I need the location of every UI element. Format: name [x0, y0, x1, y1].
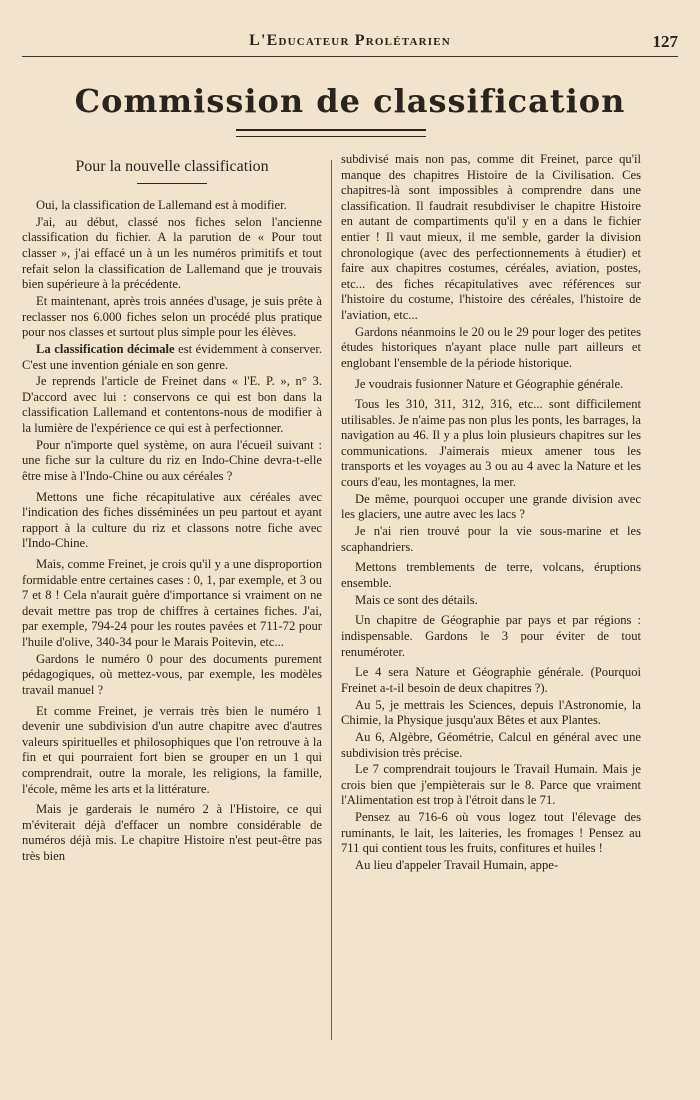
article-title: Commission de classification	[74, 82, 626, 120]
column-divider	[331, 160, 332, 1040]
journal-title: L'Educateur Prolétarien	[249, 32, 451, 49]
paragraph: Oui, la classification de Lallemand est à modifier.	[36, 198, 287, 212]
paragraph: Mettons une fiche récapitulative aux céréales avec l'indication des fiches disséminées un peu partout et ayant rapport à la culture du riz et classons notre fiche avec l'Indo-Chine.	[22, 489, 322, 551]
paragraph: Mais ce sont des détails.	[355, 592, 478, 607]
paragraph: Je n'ai rien trouvé pour la vie sous-marine et les scaphandriers.	[341, 524, 641, 554]
running-header	[22, 30, 678, 57]
paragraph: Gardons le numéro 0 pour des documents purement pédagogiques, où mettez-vous, par exemple, les modèles travail manuel ?	[22, 651, 322, 697]
paragraph: Au 6, Algèbre, Géométrie, Calcul en général avec une subdivision très précise.	[341, 729, 641, 760]
paragraph: subdivisé mais non pas, comme dit Freinet, parce qu'il manque des chapitres Histoire de la Civilisation. Ces chapitres-là sont impossibles à comprendre dans une classification. Il faudrait resubdiviser le chapitre Histoire en autant de compartiments qu'il y en a dans le fichier entier ! Il vaut mieux, il me semble, garder la division chronologique (avec des perfectionnements à étudier) et faire aux chapitres costumes, céréales, aviation, postes, etc... des fiches récapitulatives avec références sur l'histoire du costume, l'histoire des céréales, l'histoire de l'aviation, etc...	[341, 152, 641, 322]
paragraph: Gardons néanmoins le 20 ou le 29 pour loger des petites études historiques n'ayant place nulle part ailleurs et englobant l'ensemble de la période historique.	[341, 324, 641, 370]
paragraph: Mais je garderais le numéro 2 à l'Histoire, ce qui m'éviterait déjà d'effacer un nombre considérable de numéros déjà mis. Le chapitre Histoire n'est peut-être pas très bien	[22, 802, 322, 863]
right-column	[341, 152, 641, 875]
paragraph: Un chapitre de Géographie par pays et par régions : indispensable. Gardons le 3 pour éviter de tout renuméroter.	[341, 613, 641, 659]
paragraph: Pensez au 716-6 où vous logez tout l'élevage des ruminants, le lait, les laiteries, les fromages ! Pensez au 711 qui contient tous les fruits, confitures et huiles !	[341, 810, 641, 856]
paragraph: Et maintenant, après trois années d'usage, je suis prête à reclasser nos 6.000 fiches selon un procédé plus pratique pour nos classes et surtout plus simple pour les élèves.	[22, 293, 322, 340]
paragraph: Tous les 310, 311, 312, 316, etc... sont difficilement utilisables. Je n'aime pas non plus les ponts, les barrages, la navigation au 46. Il y a plus loin plusieurs chapitres sur les communications. J'aimerais mieux amener tous les transports et les voyages au 3 ou au 4 avec la Nature et les cours d'eau, les montagnes, la mer.	[341, 397, 641, 490]
paragraph: Le 4 sera Nature et Géographie générale. (Pourquoi Freinet a-t-il besoin de deux chapitres ?).	[341, 665, 641, 695]
paragraph: Je reprends l'article de Freinet dans « l'E. P. », n° 3. D'accord avec lui : conservons ce qui est bon dans la classification Lallemand et contentons-nous de modifier à la lumière de l'expérience ce qui est à perfectionner.	[22, 374, 322, 436]
paragraph: De même, pourquoi occuper une grande division avec les glaciers, une autre avec les lacs ?	[341, 491, 641, 522]
paragraph: Mais, comme Freinet, je crois qu'il y a une disproportion formidable entre certaines cases : 0, 1, par exemple, et 3 ou 7 et 8 ! Cela n'aurait guère d'importance si vraiment on ne devait mettre pas trop de chiffres à certaines fiches. J'ai, par exemple, 794-24 pour les routes pavées et 711-72 pour l'huile d'olive, 340-34 pour le Marais Poitevin, etc...	[22, 557, 322, 649]
section-subheading: Pour la nouvelle classification	[75, 158, 269, 175]
bold-lead: La classification décimale	[36, 341, 175, 356]
paragraph: Et comme Freinet, je verrais très bien le numéro 1 devenir une subdivision d'un autre chapitre avec d'autres valeurs spirituelles et philosophiques que l'on retrouve à la fin et qui pourraient fort bien se grouper en un 1 qui comprendrait, outre la morale, les religions, la famille, l'école, même les arts et la littérature.	[22, 703, 322, 796]
page-number: 127	[652, 32, 678, 51]
paragraph: Mettons tremblements de terre, volcans, éruptions ensemble.	[341, 560, 641, 590]
title-underline	[236, 129, 426, 137]
paragraph: Au lieu d'appeler Travail Humain, appe-	[355, 858, 559, 873]
paragraph: Pour n'importe quel système, on aura l'écueil suivant : une fiche sur la culture du riz en Indo-Chine devra-t-elle être mise à l'Indo-Chine ou aux céréales ?	[22, 437, 322, 484]
paragraph: Le 7 comprendrait toujours le Travail Humain. Mais je crois bien que j'empièterais sur le 8. Parce que vraiment l'Alimentation est trop à l'étroit dans le 71.	[341, 762, 641, 808]
subheading-rule	[137, 183, 207, 184]
paragraph: Au 5, je mettrais les Sciences, depuis l'Astronomie, la Chimie, la Physique jusqu'aux Bêtes et aux Plantes.	[341, 697, 641, 728]
paragraph: J'ai, au début, classé nos fiches selon l'ancienne classification du fichier. A la parution de « Pour tout classer », j'ai effacé un à un les numéros primitifs et tout refait selon la classification de Lallemand que je trouvais bien supérieure à la précédente.	[22, 214, 322, 292]
paragraph: Je voudrais fusionner Nature et Géographie générale.	[355, 376, 624, 391]
left-column	[22, 150, 322, 866]
paragraph-text: est évidemment à conserver. C'est une invention géniale en son genre.	[22, 341, 322, 372]
paragraph	[22, 342, 322, 373]
